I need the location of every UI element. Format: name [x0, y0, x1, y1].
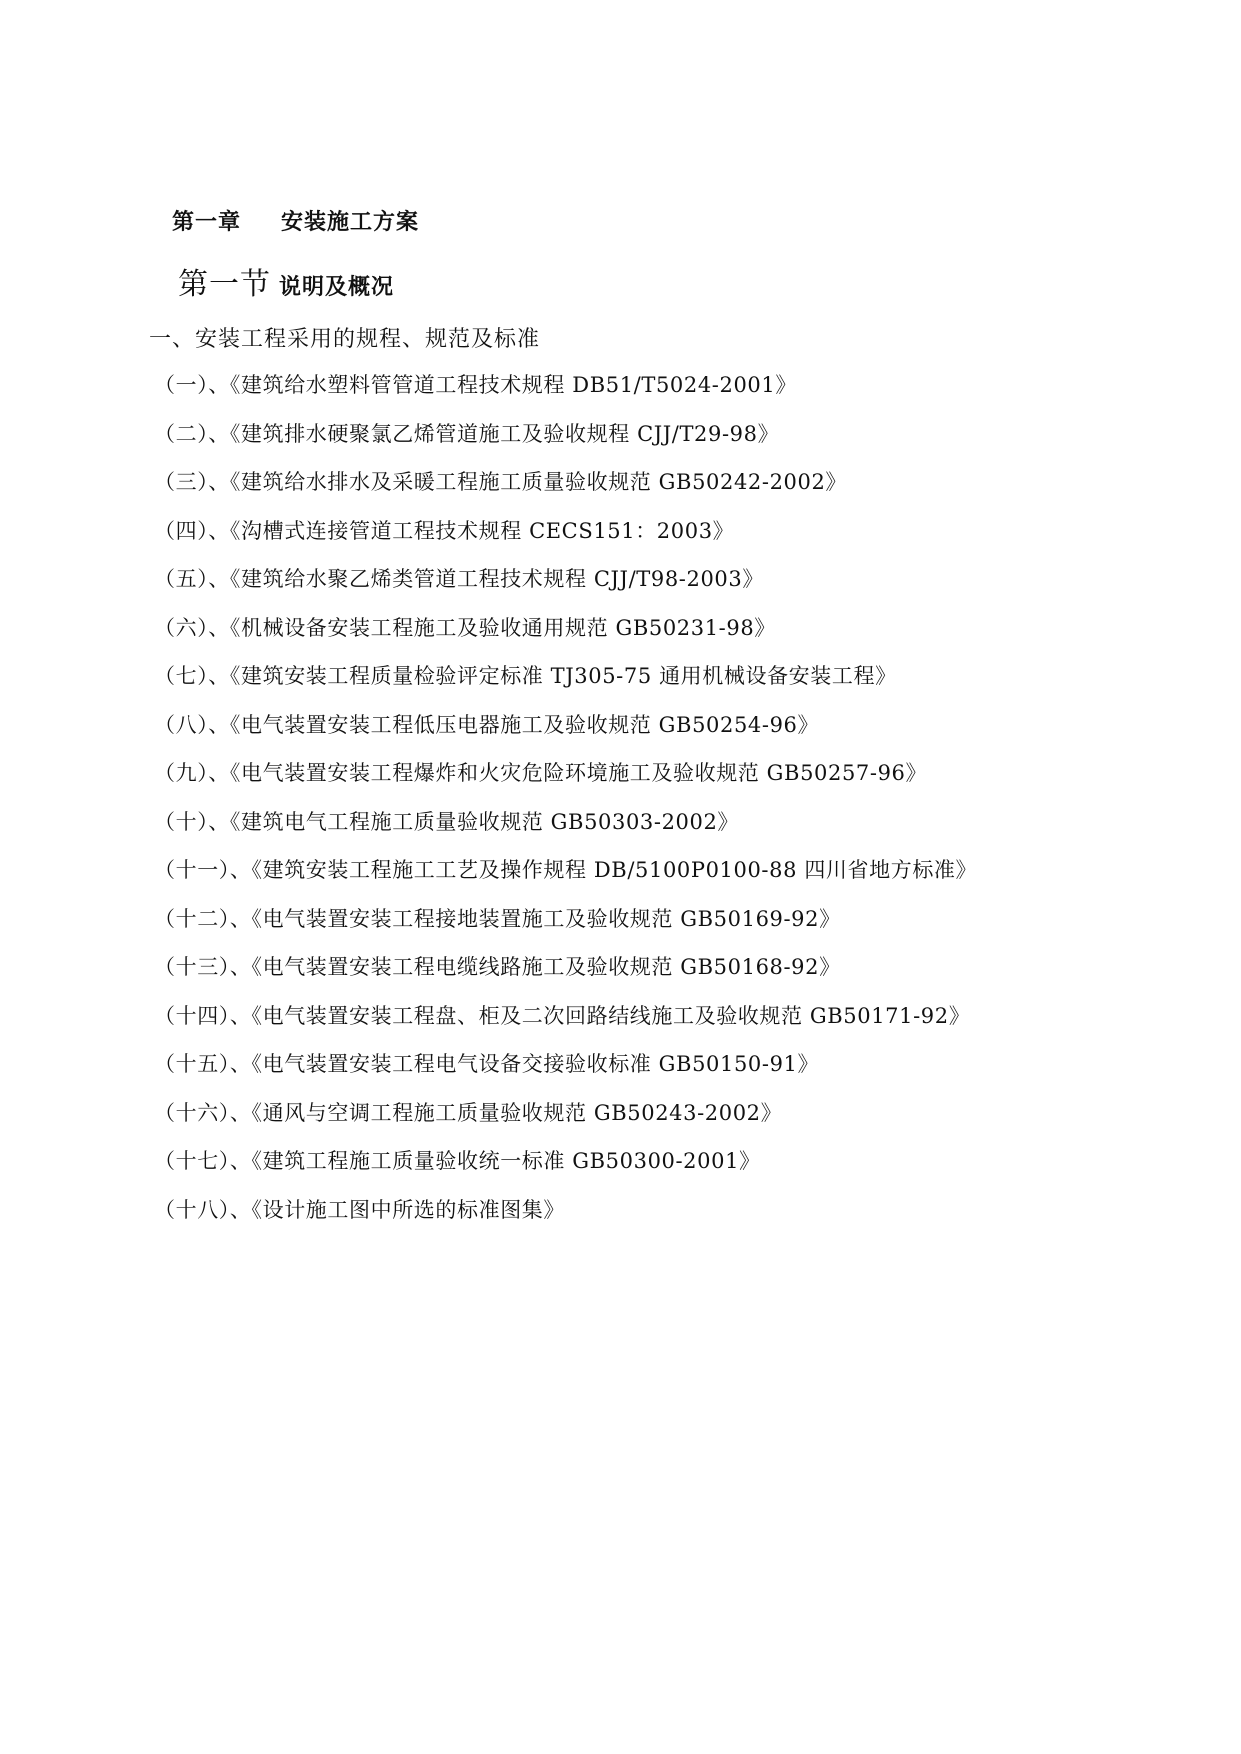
- list-item: （十七）、《建筑工程施工质量验收统一标准 GB50300-2001》: [154, 1149, 761, 1173]
- list-item: （十）、《建筑电气工程施工质量验收规范 GB50303-2002》: [154, 809, 740, 834]
- list-item: （十一）、《建筑安装工程施工工艺及操作规程 DB/5100P0100-88 四川省地方标准》: [154, 858, 978, 882]
- section-number: 第一节: [178, 267, 271, 302]
- list-item: （十三）、《电气装置安装工程电缆线路施工及验收规范 GB50168-92》: [154, 955, 841, 979]
- list-item: （六）、《机械设备安装工程施工及验收通用规范 GB50231-98》: [154, 615, 776, 640]
- standards-list: [154, 371, 977, 1244]
- list-item: （七）、《建筑安装工程质量检验评定标准 TJ305-75 通用机械设备安装工程》: [154, 664, 897, 688]
- list-item: （一）、《建筑给水塑料管管道工程技术规程 DB51/T5024-2001》: [154, 373, 797, 397]
- section-title: 说明及概况: [279, 275, 395, 300]
- list-item: （二）、《建筑排水硬聚氯乙烯管道施工及验收规程 CJJ/T29-98》: [154, 421, 780, 446]
- list-item: （十二）、《电气装置安装工程接地装置施工及验收规范 GB50169-92》: [154, 906, 841, 931]
- chapter-heading: [172, 205, 419, 236]
- list-item: （十五）、《电气装置安装工程电气设备交接验收标准 GB50150-91》: [154, 1052, 820, 1076]
- list-item: （十四）、《电气装置安装工程盘、柜及二次回路结线施工及验收规范 GB50171-92》: [154, 1003, 971, 1028]
- list-item: （十八）、《设计施工图中所选的标准图集》: [154, 1197, 565, 1222]
- subheading: 一、安装工程采用的规程、规范及标准: [149, 327, 541, 352]
- list-item: （四）、《沟槽式连接管道工程技术规程 CECS151：2003》: [154, 518, 735, 543]
- list-item: （五）、《建筑给水聚乙烯类管道工程技术规程 CJJ/T98-2003》: [154, 567, 764, 591]
- list-item: （三）、《建筑给水排水及采暖工程施工质量验收规范 GB50242-2002》: [154, 470, 848, 494]
- chapter-title: 安装施工方案: [281, 210, 420, 235]
- list-item: （九）、《电气装置安装工程爆炸和火灾危险环境施工及验收规范 GB50257-96》: [154, 761, 928, 785]
- list-item: （八）、《电气装置安装工程低压电器施工及验收规范 GB50254-96》: [154, 712, 820, 737]
- section-heading: [178, 259, 394, 303]
- list-item: （十六）、《通风与空调工程施工质量验收规范 GB50243-2002》: [154, 1100, 783, 1125]
- chapter-number: 第一章: [172, 210, 242, 235]
